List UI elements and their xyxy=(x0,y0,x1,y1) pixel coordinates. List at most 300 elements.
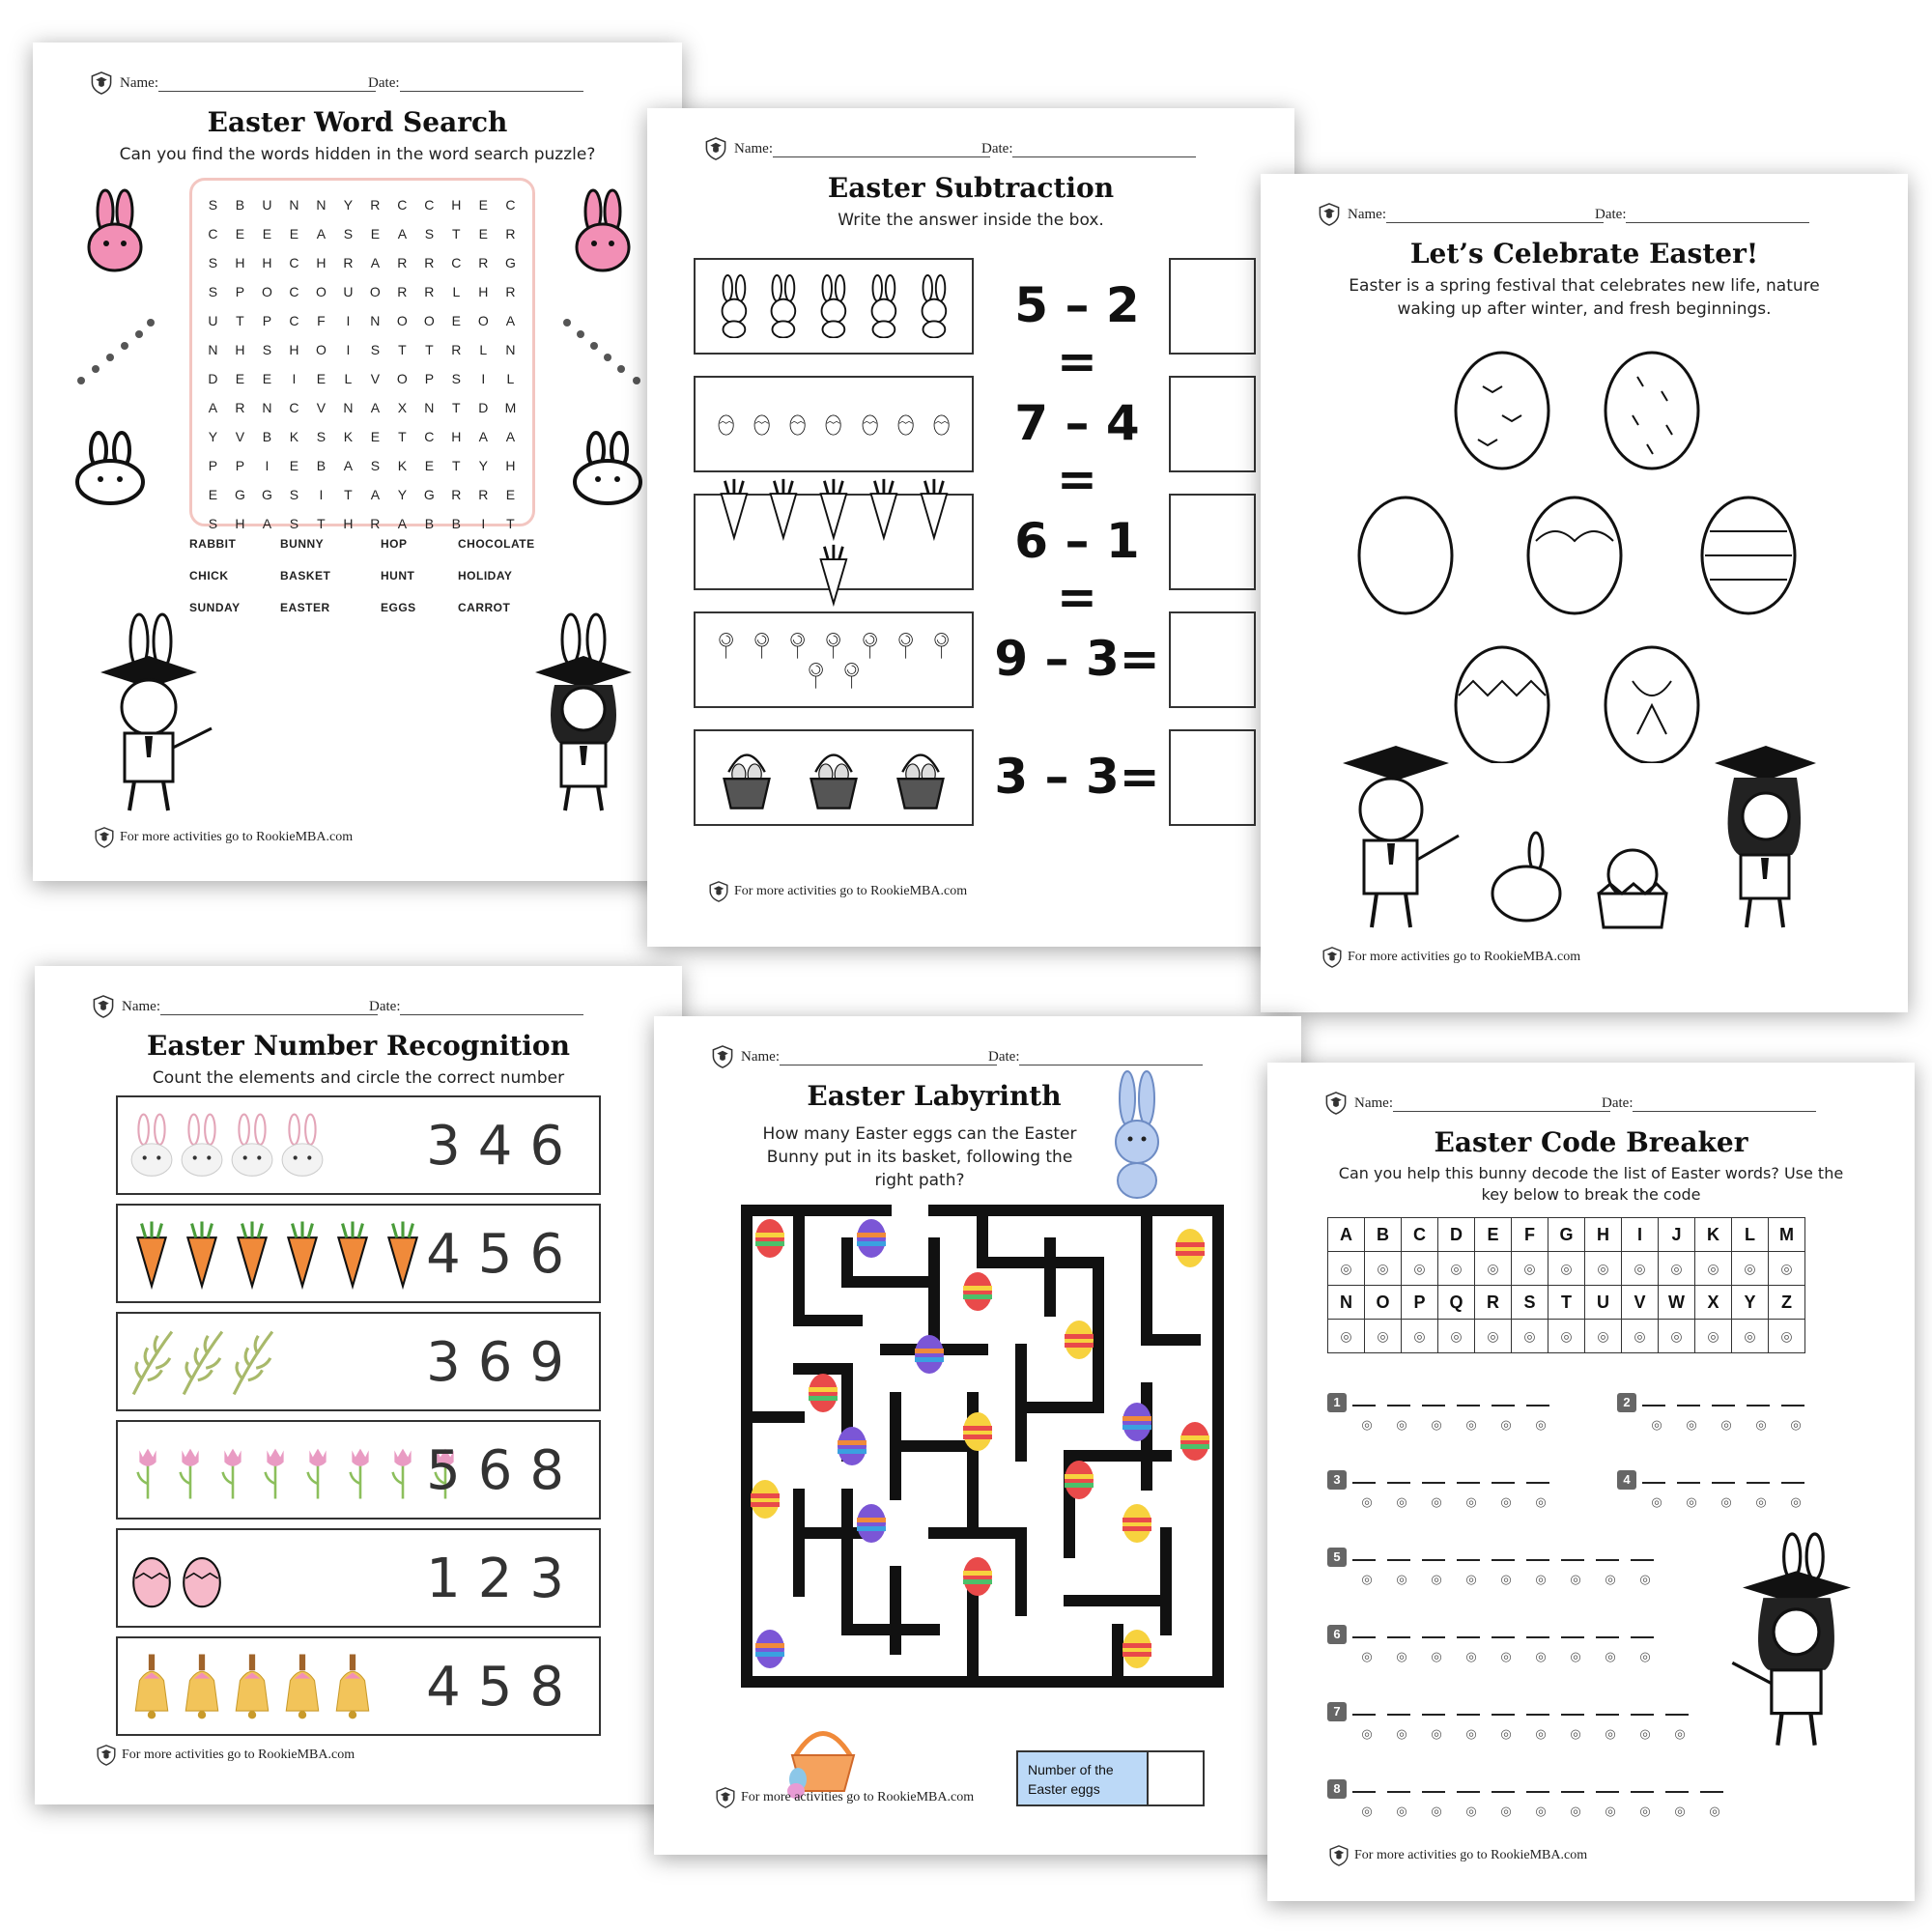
grid-letter[interactable]: T xyxy=(317,516,327,531)
grid-letter[interactable]: K xyxy=(397,458,409,473)
word-list-item: SUNDAY xyxy=(189,601,241,614)
number-choices[interactable]: 369 xyxy=(426,1331,582,1394)
grid-letter[interactable]: R xyxy=(451,487,463,502)
recognition-row xyxy=(116,1312,601,1411)
answer-blank[interactable] xyxy=(1352,1391,1376,1406)
grid-letter[interactable]: B xyxy=(262,429,273,444)
grid-letter[interactable]: H xyxy=(505,458,517,473)
grid-letter[interactable]: C xyxy=(208,226,219,242)
grid-letter[interactable]: I xyxy=(346,313,352,328)
answer-blank[interactable] xyxy=(1492,1468,1515,1484)
answer-blank[interactable] xyxy=(1526,1391,1549,1406)
grid-letter[interactable]: B xyxy=(451,516,462,531)
answer-blank[interactable] xyxy=(1561,1546,1584,1561)
grid-letter[interactable]: E xyxy=(478,226,489,242)
grid-letter[interactable]: S xyxy=(208,284,219,299)
code-question xyxy=(1327,1546,1669,1587)
grid-letter[interactable]: T xyxy=(452,226,462,242)
answer-blank[interactable] xyxy=(1492,1623,1515,1638)
answer-blank[interactable] xyxy=(1387,1777,1410,1793)
grid-letter[interactable]: G xyxy=(504,255,517,270)
grid-letter[interactable]: H xyxy=(478,284,490,299)
boy-graduate-icon xyxy=(81,612,226,815)
answer-blank[interactable] xyxy=(1492,1391,1515,1406)
grid-letter[interactable]: I xyxy=(265,458,270,473)
grid-letter[interactable]: N xyxy=(289,197,300,213)
key-symbol-icon: ◎ xyxy=(1769,1320,1805,1353)
leaf-icon xyxy=(230,1327,274,1399)
lollipop-icon xyxy=(838,661,865,690)
maze-egg-icon xyxy=(1180,1422,1209,1461)
carrot-icon xyxy=(763,477,804,542)
grid-letter[interactable]: P xyxy=(235,284,246,299)
grid-letter[interactable]: P xyxy=(262,313,273,328)
answer-box[interactable] xyxy=(1169,611,1256,708)
page-title: Let’s Celebrate Easter! xyxy=(1409,238,1759,270)
grid-letter[interactable]: U xyxy=(343,284,355,299)
answer-blank[interactable] xyxy=(1526,1777,1549,1793)
answer-blank[interactable] xyxy=(1422,1391,1445,1406)
grid-letter[interactable]: E xyxy=(478,197,489,213)
page-subtitle: Write the answer inside the box. xyxy=(838,211,1104,230)
code-question xyxy=(1327,1623,1669,1664)
answer-blank[interactable] xyxy=(1492,1777,1515,1793)
grid-letter[interactable]: V xyxy=(316,400,327,415)
date-label: Date: xyxy=(981,141,1013,156)
grid-letter[interactable]: S xyxy=(370,342,382,357)
grid-letter[interactable]: S xyxy=(316,429,327,444)
grid-letter[interactable]: C xyxy=(424,429,436,444)
grid-letter[interactable]: S xyxy=(208,197,219,213)
grid-letter[interactable]: R xyxy=(478,255,490,270)
grid-letter[interactable]: S xyxy=(289,487,300,502)
word-list-item: RABBIT xyxy=(189,537,237,551)
code-symbol-icon: ◎ xyxy=(1500,1572,1512,1586)
answer-blank[interactable] xyxy=(1387,1468,1410,1484)
grid-letter[interactable]: S xyxy=(289,516,300,531)
grid-letter[interactable]: E xyxy=(235,226,246,242)
maze-egg-icon xyxy=(1176,1229,1205,1267)
answer-blank[interactable] xyxy=(1387,1546,1410,1561)
key-letter: P xyxy=(1402,1286,1438,1320)
grid-letter[interactable]: B xyxy=(235,197,246,213)
answer-blank[interactable] xyxy=(1712,1468,1735,1484)
grid-letter[interactable]: T xyxy=(398,342,408,357)
lollipop-icon xyxy=(928,631,954,660)
answer-box[interactable] xyxy=(1169,494,1256,590)
maze-egg-icon xyxy=(857,1504,886,1543)
question-number-badge: 5 xyxy=(1327,1548,1347,1567)
grid-letter[interactable]: B xyxy=(424,516,436,531)
grid-letter[interactable]: R xyxy=(424,255,436,270)
answer-blank[interactable] xyxy=(1422,1777,1445,1793)
white-bunny-icon xyxy=(569,429,646,506)
sheet-footer xyxy=(709,881,967,902)
answer-blank[interactable] xyxy=(1387,1623,1410,1638)
grid-letter[interactable]: H xyxy=(289,342,300,357)
grid-letter[interactable]: N xyxy=(505,342,517,357)
grid-letter[interactable]: G xyxy=(235,487,246,502)
answer-blank[interactable] xyxy=(1712,1391,1735,1406)
grid-letter[interactable]: S xyxy=(208,255,219,270)
grid-letter[interactable]: A xyxy=(505,313,517,328)
question-number-badge: 1 xyxy=(1327,1393,1347,1412)
grid-letter[interactable]: D xyxy=(208,371,219,386)
code-symbol-icon: ◎ xyxy=(1396,1649,1407,1663)
grid-letter[interactable]: H xyxy=(451,197,463,213)
grid-letter[interactable]: E xyxy=(262,371,273,386)
answer-blank[interactable] xyxy=(1457,1391,1480,1406)
grid-letter[interactable]: T xyxy=(344,487,354,502)
grid-letter[interactable]: A xyxy=(343,458,355,473)
answer-blank[interactable] xyxy=(1781,1468,1804,1484)
grid-letter[interactable]: C xyxy=(289,400,300,415)
code-key-table xyxy=(1327,1217,1805,1353)
grid-letter[interactable]: E xyxy=(370,226,382,242)
question-number-badge: 3 xyxy=(1327,1470,1347,1490)
grid-letter[interactable]: C xyxy=(289,313,300,328)
answer-blank[interactable] xyxy=(1352,1623,1376,1638)
name-label: Name: xyxy=(734,141,773,156)
grid-letter[interactable]: C xyxy=(505,197,517,213)
grid-letter[interactable]: N xyxy=(424,400,436,415)
grid-letter[interactable]: C xyxy=(289,284,300,299)
grid-letter[interactable]: R xyxy=(505,226,517,242)
grid-letter[interactable]: H xyxy=(262,255,273,270)
grid-letter[interactable]: S xyxy=(370,458,382,473)
answer-blank[interactable] xyxy=(1677,1391,1700,1406)
grid-letter[interactable]: A xyxy=(397,226,409,242)
grid-letter[interactable]: S xyxy=(451,371,462,386)
grid-letter[interactable]: D xyxy=(478,400,490,415)
answer-blank[interactable] xyxy=(1457,1700,1480,1716)
grid-letter[interactable]: B xyxy=(316,458,327,473)
grid-letter[interactable]: H xyxy=(343,516,355,531)
egg-icon xyxy=(820,410,846,439)
answer-blank[interactable] xyxy=(1387,1700,1410,1716)
grid-letter[interactable]: R xyxy=(397,255,409,270)
answer-blank[interactable] xyxy=(1422,1468,1445,1484)
grid-letter[interactable]: N xyxy=(343,400,355,415)
grid-letter[interactable]: R xyxy=(478,487,490,502)
grid-letter[interactable]: T xyxy=(425,342,435,357)
grid-letter[interactable]: N xyxy=(370,313,382,328)
grid-letter[interactable]: A xyxy=(208,400,219,415)
rookie-logo-icon xyxy=(91,71,112,95)
grid-letter[interactable]: T xyxy=(398,429,408,444)
grid-letter[interactable]: C xyxy=(451,255,463,270)
grid-letter[interactable]: E xyxy=(289,458,300,473)
grid-letter[interactable]: X xyxy=(397,400,409,415)
code-symbol-icon: ◎ xyxy=(1465,1417,1477,1432)
grid-letter[interactable]: C xyxy=(397,197,409,213)
name-label: Name: xyxy=(1354,1095,1393,1111)
grid-letter[interactable]: E xyxy=(370,429,382,444)
name-label: Name: xyxy=(741,1049,780,1065)
footer-text: For more activities go to RookieMBA.com xyxy=(120,830,354,845)
number-choices[interactable]: 458 xyxy=(426,1656,582,1719)
maze-egg-icon xyxy=(857,1219,886,1258)
code-symbol-icon: ◎ xyxy=(1500,1804,1512,1818)
answer-blank[interactable] xyxy=(1457,1468,1480,1484)
key-symbol-icon: ◎ xyxy=(1402,1252,1438,1286)
grid-letter[interactable]: Y xyxy=(478,458,489,473)
answer-blank[interactable] xyxy=(1561,1623,1584,1638)
key-symbol-icon: ◎ xyxy=(1365,1320,1402,1353)
grid-letter[interactable]: A xyxy=(316,226,327,242)
grid-letter[interactable]: O xyxy=(396,313,409,328)
number-choices[interactable]: 123 xyxy=(426,1548,582,1610)
key-symbol-icon: ◎ xyxy=(1438,1252,1475,1286)
grid-letter[interactable]: M xyxy=(504,400,518,415)
grid-letter[interactable]: S xyxy=(343,226,355,242)
grid-letter[interactable]: R xyxy=(370,516,382,531)
grid-letter[interactable]: R xyxy=(343,255,355,270)
key-symbol-icon: ◎ xyxy=(1622,1320,1659,1353)
maze-egg-icon xyxy=(963,1557,992,1596)
grid-letter[interactable]: F xyxy=(317,313,327,328)
grid-letter[interactable]: T xyxy=(506,516,516,531)
answer-blank[interactable] xyxy=(1747,1391,1770,1406)
grid-letter[interactable]: I xyxy=(346,342,352,357)
grid-letter[interactable]: L xyxy=(452,284,462,299)
grid-letter[interactable]: E xyxy=(424,458,436,473)
grid-letter[interactable]: A xyxy=(370,255,382,270)
answer-blank[interactable] xyxy=(1642,1468,1665,1484)
grid-letter[interactable]: E xyxy=(316,371,327,386)
bell-icon xyxy=(129,1652,174,1723)
grid-letter[interactable]: G xyxy=(423,487,436,502)
bunny-outline-icon xyxy=(1478,831,1565,927)
recognition-row xyxy=(116,1636,601,1736)
name-label: Name: xyxy=(1348,207,1386,222)
grid-letter[interactable]: O xyxy=(262,284,273,299)
grid-letter[interactable]: T xyxy=(452,400,462,415)
grid-letter[interactable]: V xyxy=(235,429,246,444)
word-list-item: EGGS xyxy=(381,601,416,614)
key-letter: W xyxy=(1659,1286,1695,1320)
answer-blank[interactable] xyxy=(1747,1468,1770,1484)
coloring-eggs-icon xyxy=(1357,348,1811,763)
grid-letter[interactable]: G xyxy=(262,487,273,502)
lollipop-icon xyxy=(713,631,739,660)
answer-blank[interactable] xyxy=(1665,1700,1689,1716)
answer-blank[interactable] xyxy=(1596,1623,1619,1638)
grid-letter[interactable]: T xyxy=(452,458,462,473)
grid-letter[interactable]: L xyxy=(506,371,516,386)
subtraction-picture-box xyxy=(694,494,974,590)
grid-letter[interactable]: A xyxy=(262,516,273,531)
answer-blank[interactable] xyxy=(1781,1391,1804,1406)
grid-letter[interactable]: P xyxy=(208,458,219,473)
key-symbol-icon: ◎ xyxy=(1402,1320,1438,1353)
grid-letter[interactable]: A xyxy=(370,487,382,502)
answer-blank[interactable] xyxy=(1631,1700,1654,1716)
egg-icon xyxy=(129,1544,174,1615)
grid-letter[interactable]: O xyxy=(315,284,327,299)
answer-blank[interactable] xyxy=(1561,1777,1584,1793)
word-list-item: HOP xyxy=(381,537,408,551)
grid-letter[interactable]: H xyxy=(235,255,246,270)
grid-letter[interactable]: K xyxy=(289,429,300,444)
grid-letter[interactable]: R xyxy=(424,284,436,299)
answer-blank[interactable] xyxy=(1526,1468,1549,1484)
answer-blank[interactable] xyxy=(1596,1546,1619,1561)
lollipop-icon xyxy=(803,661,829,690)
grid-letter[interactable]: U xyxy=(262,197,273,213)
grid-letter[interactable]: R xyxy=(505,284,517,299)
grid-letter[interactable]: A xyxy=(370,400,382,415)
grid-letter[interactable]: H xyxy=(451,429,463,444)
code-symbol-icon: ◎ xyxy=(1535,1572,1547,1586)
answer-blank[interactable] xyxy=(1352,1468,1376,1484)
grid-letter[interactable]: L xyxy=(344,371,354,386)
grid-letter[interactable]: E xyxy=(262,226,273,242)
answer-blank[interactable] xyxy=(1387,1391,1410,1406)
answer-blank[interactable] xyxy=(1526,1700,1549,1716)
answer-blank[interactable] xyxy=(1665,1777,1689,1793)
rookie-logo-icon xyxy=(1325,1092,1347,1115)
subtraction-equation: 5 – 2 = xyxy=(1014,277,1140,389)
egg-icon xyxy=(749,410,775,439)
answer-blank[interactable] xyxy=(1492,1546,1515,1561)
grid-letter[interactable]: R xyxy=(451,342,463,357)
grid-letter[interactable]: Y xyxy=(208,429,219,444)
grid-letter[interactable]: R xyxy=(397,284,409,299)
answer-blank[interactable] xyxy=(1700,1777,1723,1793)
key-symbol-icon: ◎ xyxy=(1548,1252,1585,1286)
answer-blank[interactable] xyxy=(1422,1546,1445,1561)
answer-blank[interactable] xyxy=(1677,1468,1700,1484)
grid-letter[interactable]: V xyxy=(370,371,382,386)
code-question xyxy=(1617,1468,1820,1510)
answer-blank[interactable] xyxy=(1422,1700,1445,1716)
answer-box[interactable] xyxy=(1169,258,1256,355)
answer-blank[interactable] xyxy=(1526,1623,1549,1638)
grid-letter[interactable]: P xyxy=(235,458,246,473)
grid-letter[interactable]: P xyxy=(424,371,436,386)
grid-letter[interactable]: E xyxy=(235,371,246,386)
maze[interactable] xyxy=(741,1205,1224,1688)
answer-blank[interactable] xyxy=(1492,1700,1515,1716)
egg-count-box[interactable] xyxy=(1016,1750,1205,1806)
answer-blank[interactable] xyxy=(1457,1546,1480,1561)
maze-egg-icon xyxy=(755,1630,784,1668)
grid-letter[interactable]: H xyxy=(235,516,246,531)
egg-icon xyxy=(928,410,954,439)
grid-letter[interactable]: U xyxy=(208,313,219,328)
answer-blank[interactable] xyxy=(1457,1623,1480,1638)
grid-letter[interactable]: L xyxy=(479,342,489,357)
grid-letter[interactable]: N xyxy=(262,400,273,415)
answer-blank[interactable] xyxy=(1631,1623,1654,1638)
grid-letter[interactable]: S xyxy=(424,226,436,242)
pink-bunny-icon xyxy=(569,187,637,274)
grid-letter[interactable]: O xyxy=(423,313,436,328)
grid-letter[interactable]: N xyxy=(316,197,327,213)
grid-letter[interactable]: H xyxy=(235,342,246,357)
grid-letter[interactable]: K xyxy=(343,429,355,444)
grid-letter[interactable]: I xyxy=(481,516,487,531)
bunny-icon xyxy=(813,274,854,339)
grid-letter[interactable]: T xyxy=(236,313,245,328)
grid-row xyxy=(200,364,525,393)
grid-letter[interactable]: A xyxy=(478,429,489,444)
answer-blank[interactable] xyxy=(1352,1777,1376,1793)
subtraction-equation: 6 – 1 = xyxy=(1014,513,1140,625)
code-symbol-icon: ◎ xyxy=(1755,1494,1767,1509)
number-choices[interactable]: 568 xyxy=(426,1439,582,1502)
grid-letter[interactable]: E xyxy=(505,487,517,502)
maze-egg-icon xyxy=(755,1219,784,1258)
grid-letter[interactable]: E xyxy=(451,313,462,328)
key-letter: U xyxy=(1585,1286,1622,1320)
grid-letter[interactable]: Y xyxy=(397,487,409,502)
answer-blank[interactable] xyxy=(1526,1546,1549,1561)
grid-letter[interactable]: I xyxy=(481,371,487,386)
page-subtitle: How many Easter eggs can the Easter Bunny put in its basket, following the right path? xyxy=(762,1124,1077,1190)
grid-letter[interactable]: C xyxy=(424,197,436,213)
grid-letter[interactable]: A xyxy=(397,516,409,531)
number-choices[interactable]: 346 xyxy=(426,1115,582,1178)
grid-letter[interactable]: A xyxy=(505,429,517,444)
grid-row xyxy=(200,277,525,306)
grid-letter[interactable]: I xyxy=(292,371,298,386)
leaf-icon xyxy=(180,1327,224,1399)
grid-letter[interactable]: E xyxy=(208,487,219,502)
answer-blank[interactable] xyxy=(1596,1777,1619,1793)
grid-letter[interactable]: H xyxy=(316,255,327,270)
answer-blank[interactable] xyxy=(1631,1777,1654,1793)
key-letter: B xyxy=(1365,1218,1402,1252)
grid-letter[interactable]: I xyxy=(319,487,325,502)
answer-blank[interactable] xyxy=(1561,1700,1584,1716)
grid-letter[interactable]: E xyxy=(289,226,300,242)
answer-blank[interactable] xyxy=(1352,1546,1376,1561)
answer-blank[interactable] xyxy=(1457,1777,1480,1793)
answer-box[interactable] xyxy=(1169,729,1256,826)
grid-row xyxy=(200,306,525,335)
grid-letter[interactable]: C xyxy=(289,255,300,270)
code-symbol-icon: ◎ xyxy=(1720,1417,1732,1432)
sheet-header xyxy=(1325,1092,1857,1117)
answer-blank[interactable] xyxy=(1596,1700,1619,1716)
grid-letter[interactable]: O xyxy=(396,371,409,386)
grid-letter[interactable]: R xyxy=(370,197,382,213)
blue-bunny-icon xyxy=(1103,1069,1171,1200)
grid-letter[interactable]: S xyxy=(262,342,273,357)
white-bunny-icon xyxy=(71,429,149,506)
answer-blank[interactable] xyxy=(1352,1700,1376,1716)
grid-row xyxy=(200,422,525,451)
rookie-logo-icon xyxy=(95,827,114,848)
answer-blank[interactable] xyxy=(1422,1623,1445,1638)
grid-letter[interactable]: O xyxy=(477,313,490,328)
egg-icon xyxy=(857,410,883,439)
grid-letter[interactable]: Y xyxy=(343,197,355,213)
answer-blank[interactable] xyxy=(1631,1546,1654,1561)
answer-box[interactable] xyxy=(1169,376,1256,472)
grid-letter[interactable]: O xyxy=(315,342,327,357)
grid-letter[interactable]: O xyxy=(369,284,382,299)
code-symbol-icon: ◎ xyxy=(1570,1804,1581,1818)
number-choices[interactable]: 456 xyxy=(426,1223,582,1286)
code-question xyxy=(1617,1391,1820,1433)
grid-letter[interactable]: R xyxy=(235,400,246,415)
answer-blank[interactable] xyxy=(1642,1391,1665,1406)
grid-letter[interactable]: N xyxy=(208,342,219,357)
grid-letter[interactable]: S xyxy=(208,516,219,531)
